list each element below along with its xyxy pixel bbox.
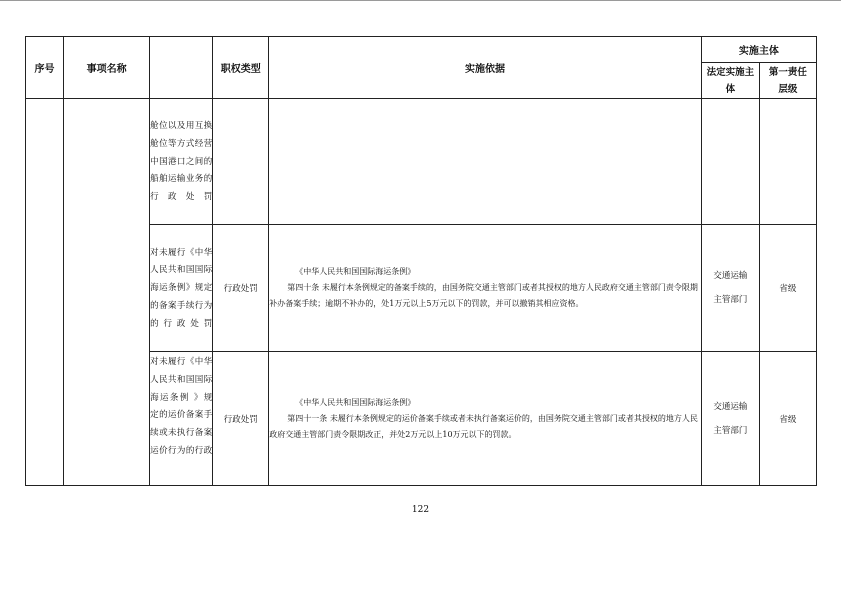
cell-type: 行政处罚 bbox=[213, 225, 269, 352]
cell-name: 对未履行《中华人民共和国国际海运条例》规定的备案手续行为的行政处罚 bbox=[150, 225, 213, 352]
top-rule bbox=[0, 0, 841, 1]
cell-type: 行政处罚 bbox=[213, 352, 269, 486]
cell-item-name bbox=[64, 99, 150, 486]
cell-basis: 《中华人民共和国国际海运条例》 第四十条 未履行本条例规定的备案手续的，由国务院交通主管部门或者其授权的地方人民政府交通主管部门责令限期补办备案手续；逾期不补办的，处1万元以上5万元以下的罚款，并可以撤销其相应资格。 bbox=[269, 225, 702, 352]
cell-legal-subject: 交通运输主管部门 bbox=[701, 352, 759, 486]
header-legal-subject: 法定实施主体 bbox=[701, 63, 759, 99]
header-responsibility-level: 第一责任层级 bbox=[759, 63, 816, 99]
cell-name: 舱位以及用互换舱位等方式经营中国港口之间的船舶运输业务的行政处罚 bbox=[150, 99, 213, 225]
cell-basis: 《中华人民共和国国际海运条例》 第四十一条 未履行本条例规定的运价备案手续或者未执行备案运价的，由国务院交通主管部门或者其授权的地方人民政府交通主管部门责令限期改正，并处2万元以上10万元以下的罚款。 bbox=[269, 352, 702, 486]
cell-legal-subject: 交通运输主管部门 bbox=[701, 225, 759, 352]
authority-table bbox=[25, 36, 817, 486]
cell-no bbox=[26, 99, 64, 486]
cell-name: 对未履行《中华人民共和国国际海运条例 》规定的运价备案手续或未执行备案运价行为的行政 bbox=[150, 352, 213, 486]
header-authority-type: 职权类型 bbox=[213, 37, 269, 99]
cell-level: 省级 bbox=[759, 352, 816, 486]
header-subject: 实施主体 bbox=[701, 37, 816, 63]
cell-level bbox=[759, 99, 816, 225]
header-item-name: 事项名称 bbox=[64, 37, 150, 99]
page-number: 122 bbox=[411, 505, 430, 515]
header-blank bbox=[150, 37, 213, 99]
table-row bbox=[26, 99, 817, 225]
cell-level: 省级 bbox=[759, 225, 816, 352]
header-basis: 实施依据 bbox=[269, 37, 702, 99]
header-no: 序号 bbox=[26, 37, 64, 99]
cell-type bbox=[213, 99, 269, 225]
cell-basis bbox=[269, 99, 702, 225]
cell-legal-subject bbox=[701, 99, 759, 225]
